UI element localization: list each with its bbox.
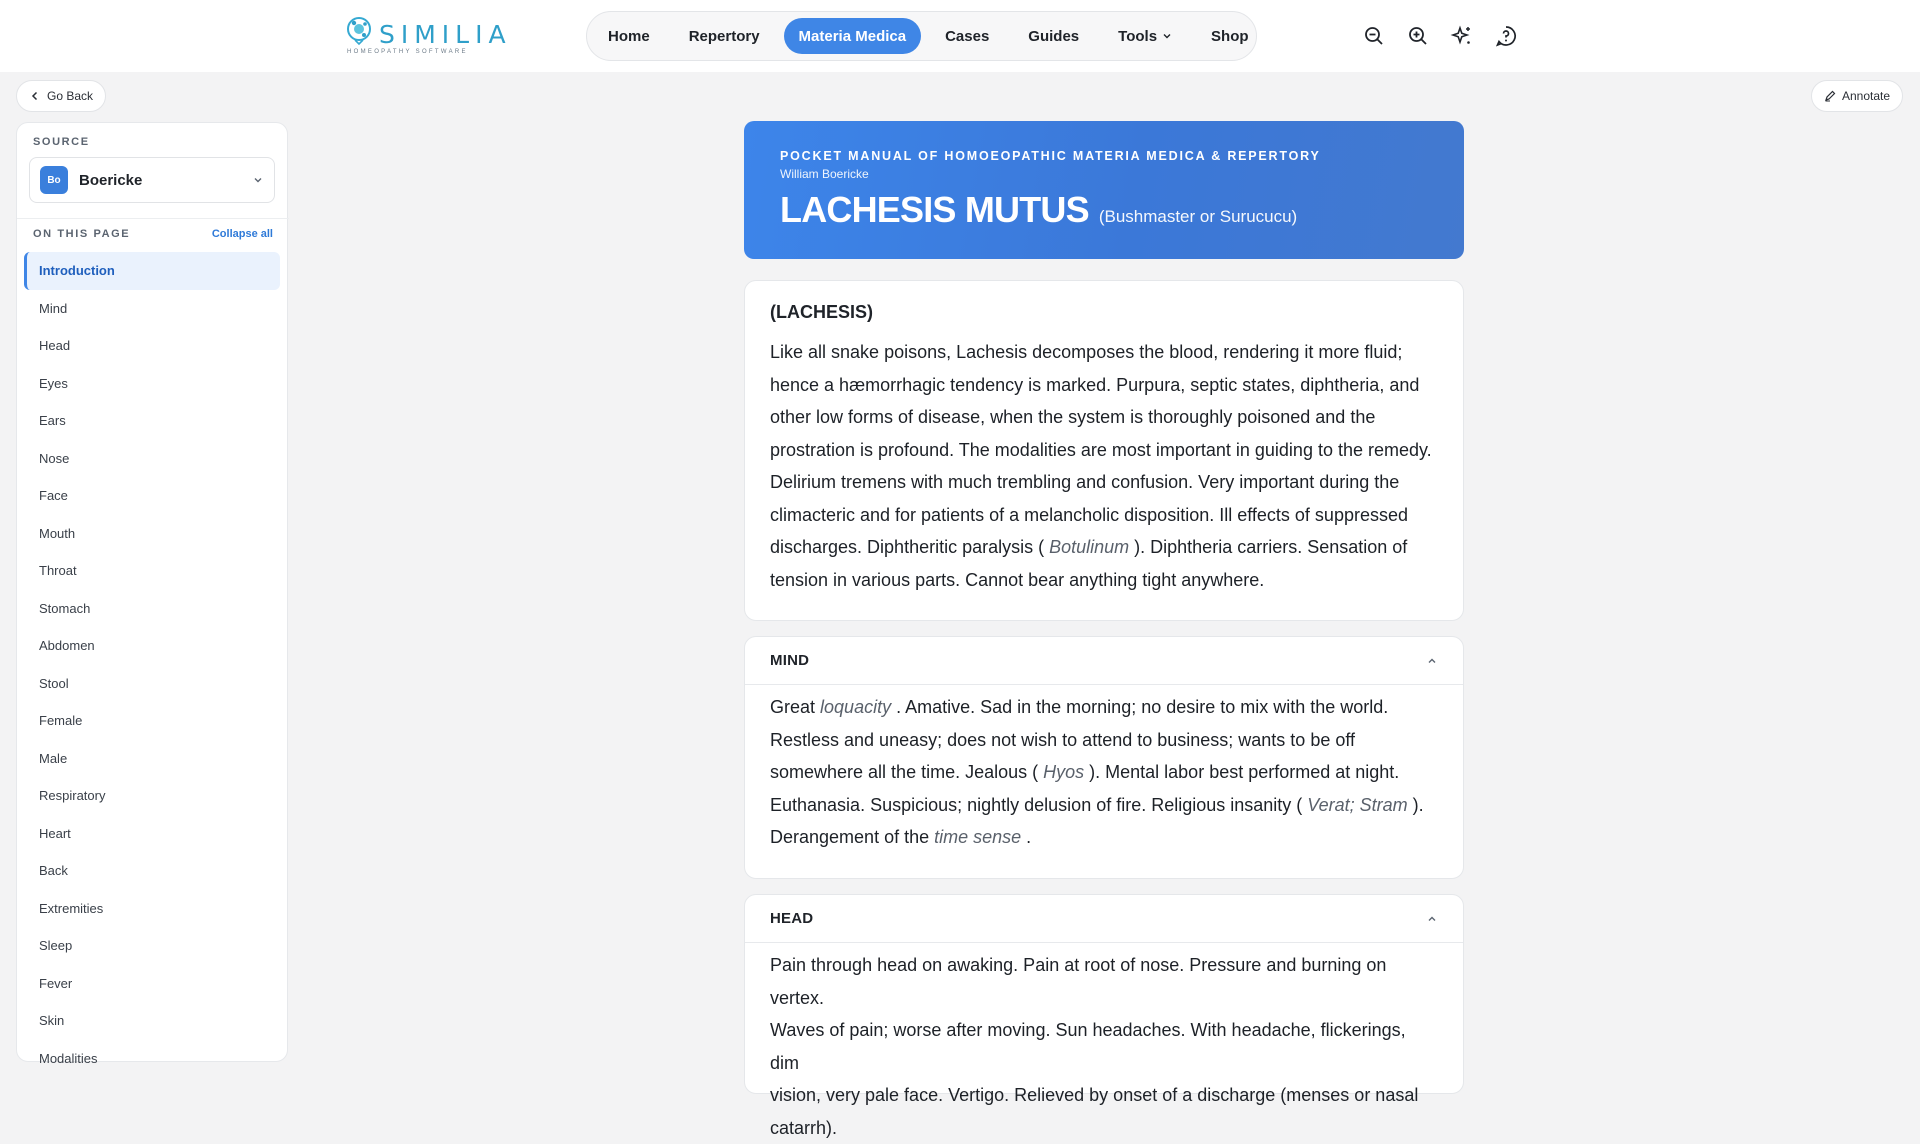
go-back-label: Go Back [47, 89, 93, 103]
top-header [0, 0, 1920, 72]
keyword: loquacity [820, 697, 891, 717]
text-segment: . [1021, 827, 1031, 847]
source-select[interactable] [29, 157, 275, 203]
nav-home[interactable]: Home [593, 18, 665, 54]
remedy-reference[interactable]: Verat; Stram [1307, 795, 1407, 815]
head-section-header[interactable] [745, 895, 1463, 943]
brand-name: SIMILIA [379, 20, 512, 49]
brand-tagline: HOMEOPATHY SOFTWARE [347, 49, 468, 55]
intro-line [770, 531, 1450, 564]
remedy-title-row [780, 189, 1428, 231]
remedy-reference[interactable]: Hyos [1043, 762, 1084, 782]
text-segment: Euthanasia. Suspicious; nightly delusion of fire. Religious insanity ( [770, 795, 1307, 815]
zoom-out-icon[interactable] [1362, 24, 1386, 48]
annotate-label: Annotate [1842, 89, 1890, 103]
nav-guides[interactable]: Guides [1013, 18, 1094, 54]
text-segment: Derangement of the [770, 827, 934, 847]
chevron-down-icon [1162, 31, 1172, 41]
intro-line: Delirium tremens with much trembling and confusion. Very important during the [770, 466, 1450, 499]
intro-line: hence a hæmorrhagic tendency is marked. Purpura, septic states, diphtheria, and [770, 369, 1450, 402]
text-segment: discharges. Diphtheritic paralysis ( [770, 537, 1049, 557]
text-segment: ). Diphtheria carriers. Sensation of [1129, 537, 1407, 557]
mind-section-title: MIND [770, 652, 809, 669]
source-name: Boericke [79, 172, 252, 189]
text-segment: Great [770, 697, 820, 717]
remedy-common-name: (Bushmaster or Surucucu) [1099, 207, 1297, 227]
nav-tools-label: Tools [1118, 28, 1157, 45]
chevron-left-icon [29, 90, 41, 102]
mind-line [770, 756, 1438, 789]
toc-item-ears[interactable]: Ears [24, 402, 280, 440]
toc-item-stool[interactable]: Stool [24, 665, 280, 703]
toc-item-fever[interactable]: Fever [24, 965, 280, 1003]
head-line: Pain through head on awaking. Pain at root of nose. Pressure and burning on vertex. [770, 949, 1438, 1014]
toc-item-extremities[interactable]: Extremities [24, 890, 280, 928]
toc-item-heart[interactable]: Heart [24, 815, 280, 853]
toc-item-modalities[interactable]: Modalities [24, 1040, 280, 1078]
mind-section [744, 636, 1464, 879]
toc-list [24, 252, 280, 1077]
intro-line: tension in various parts. Cannot bear anything tight anywhere. [770, 564, 1450, 597]
toc-item-introduction[interactable]: Introduction [24, 252, 280, 290]
toc-item-back[interactable]: Back [24, 852, 280, 890]
toc-item-male[interactable]: Male [24, 740, 280, 778]
text-segment: . Amative. Sad in the morning; no desire to mix with the world. [891, 697, 1388, 717]
nav-shop[interactable]: Shop [1196, 18, 1264, 54]
intro-line: Like all snake poisons, Lachesis decomposes the blood, rendering it more fluid; [770, 336, 1450, 369]
head-line: catarrh). [770, 1112, 1438, 1144]
intro-text [770, 336, 1450, 596]
toc-item-mind[interactable]: Mind [24, 290, 280, 328]
text-segment: ). Mental labor best performed at night. [1084, 762, 1399, 782]
toc-item-nose[interactable]: Nose [24, 440, 280, 478]
text-segment: somewhere all the time. Jealous ( [770, 762, 1043, 782]
nav-cases[interactable]: Cases [930, 18, 1004, 54]
toc-item-face[interactable]: Face [24, 477, 280, 515]
keyword: time sense [934, 827, 1021, 847]
source-badge: Bo [40, 166, 68, 194]
annotate-button[interactable] [1811, 80, 1903, 112]
source-label: SOURCE [33, 136, 90, 148]
book-author: William Boericke [780, 167, 1428, 181]
sidebar [16, 122, 288, 1062]
mind-line [770, 691, 1438, 724]
mind-line [770, 789, 1438, 822]
intro-line: other low forms of disease, when the system is thoroughly poisoned and the [770, 401, 1450, 434]
help-icon[interactable] [1494, 24, 1518, 48]
toc-item-stomach[interactable]: Stomach [24, 590, 280, 628]
mind-line: Restless and uneasy; does not wish to attend to business; wants to be off [770, 724, 1438, 757]
logo-mark-icon [345, 15, 373, 45]
intro-heading: (LACHESIS) [770, 302, 873, 323]
toc-item-eyes[interactable]: Eyes [24, 365, 280, 403]
zoom-in-icon[interactable] [1406, 24, 1430, 48]
mind-section-body [745, 685, 1463, 854]
nav-repertory[interactable]: Repertory [674, 18, 775, 54]
mind-line [770, 821, 1438, 854]
toc-item-respiratory[interactable]: Respiratory [24, 777, 280, 815]
remedy-reference[interactable]: Botulinum [1049, 537, 1129, 557]
header-tools [1362, 24, 1538, 48]
toc-item-female[interactable]: Female [24, 702, 280, 740]
head-section-title: HEAD [770, 910, 813, 927]
head-section-body [745, 943, 1463, 1144]
similia-logo[interactable] [345, 14, 485, 58]
remedy-hero-banner [744, 121, 1464, 259]
pen-icon [1824, 90, 1836, 102]
head-section [744, 894, 1464, 1094]
intro-line: prostration is profound. The modalities are most important in guiding to the remedy. [770, 434, 1450, 467]
chevron-up-icon [1426, 655, 1438, 667]
collapse-all-button[interactable]: Collapse all [212, 228, 273, 240]
toc-item-skin[interactable]: Skin [24, 1002, 280, 1040]
intro-card [744, 280, 1464, 621]
go-back-button[interactable] [16, 80, 106, 112]
head-line: Waves of pain; worse after moving. Sun headaches. With headache, flickerings, dim [770, 1014, 1438, 1079]
on-this-page-label: ON THIS PAGE [33, 228, 130, 240]
chevron-up-icon [1426, 913, 1438, 925]
sparkle-icon[interactable] [1450, 24, 1474, 48]
intro-line: climacteric and for patients of a melancholic disposition. Ill effects of suppressed [770, 499, 1450, 532]
remedy-title: LACHESIS MUTUS [780, 189, 1089, 231]
text-segment: ). [1408, 795, 1424, 815]
main-nav [586, 11, 1257, 61]
chevron-down-icon [252, 174, 264, 186]
toc-item-sleep[interactable]: Sleep [24, 927, 280, 965]
nav-materia-medica[interactable]: Materia Medica [784, 18, 922, 54]
toc-item-throat[interactable]: Throat [24, 552, 280, 590]
book-series-title: POCKET MANUAL OF HOMOEOPATHIC MATERIA MEDICA & REPERTORY [780, 149, 1428, 163]
toc-item-abdomen[interactable]: Abdomen [24, 627, 280, 665]
sidebar-divider [17, 218, 289, 219]
nav-tools[interactable] [1103, 18, 1187, 54]
mind-section-header[interactable] [745, 637, 1463, 685]
toc-item-head[interactable]: Head [24, 327, 280, 365]
head-line: vision, very pale face. Vertigo. Relieved by onset of a discharge (menses or nasal [770, 1079, 1438, 1112]
toc-item-mouth[interactable]: Mouth [24, 515, 280, 553]
